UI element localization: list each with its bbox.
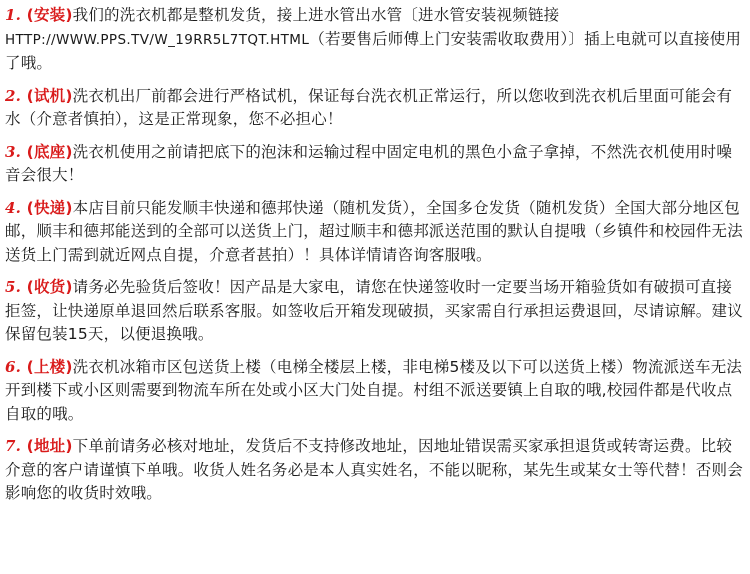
notice-tag-label: (底座) [26,142,73,161]
notice-tag-label: (地址) [26,437,73,455]
notice-item-install [5,4,747,76]
notice-item-upstairs [5,356,747,427]
notice-tag [5,143,73,161]
notice-text: 本店目前只能发顺丰快递和德邦快递（随机发货），全国多仓发货（随机发货）全国大部分地区包邮，顺丰和德邦能送到的全部可以送货上门，超过顺丰和德邦派送范围的默认自提哦（乡镇件和校园件无法送货上门需到就近网点自提，介意者甚拍）！具体详情请咨询客服哦。 [5,198,743,264]
video-link-url: HTTP://WWW.PPS.TV/W_19RR5L7TQT.HTML [5,31,310,48]
notice-text: 洗衣机使用之前请把底下的泡沫和运输过程中固定电机的黑色小盒子拿掉，不然洗衣机使用时噪音会很大！ [5,142,733,184]
notice-number: 7. [5,437,22,455]
notice-item-receipt [5,276,747,347]
notice-tag-label: (快递) [26,198,73,217]
notice-text: 洗衣机冰箱市区包送货上楼（电梯全楼层上楼，非电梯5楼及以下可以送货上楼）物流派送车无法开到楼下或小区则需要到物流车所在处或小区大门处自提。村组不派送要镇上自取的哦,校园件都是代收点自取的哦。 [5,357,743,423]
notice-tag-label: (安装) [26,6,73,24]
notice-text: 洗衣机出厂前都会进行严格试机，保证每台洗衣机正常运行，所以您收到洗衣机后里面可能会有水（介意者慎拍），这是正常现象，您不必担心！ [5,86,733,128]
notice-item-test [5,85,747,132]
notice-item-base [5,141,747,188]
notice-tag [5,437,73,455]
notice-tag [5,199,73,217]
notice-item-delivery [5,197,747,268]
notice-item-address [5,435,747,506]
notice-tag-label: (收货) [26,278,73,296]
notice-text: 我们的洗衣机都是整机发货，接上进水管出水管〔进水管安装视频链接 [72,6,560,24]
notice-text: 请务必先验货后签收！因产品是大家电，请您在快递签收时一定要当场开箱验货如有破损可直接拒签，让快递原单退回然后联系客服。如签收后开箱发现破损，买家需自行承担运费退回，尽请谅解。建议保留包装15天，以便退换哦。 [5,278,743,343]
notice-tag [5,87,73,105]
notice-number: 3. [5,142,22,161]
shipping-notice [5,4,747,515]
notice-number: 6. [5,357,22,376]
notice-text: 下单前请务必核对地址，发货后不支持修改地址，因地址错误需买家承担退货或转寄运费。比较介意的客户请谨慎下单哦。收货人姓名务必是本人真实姓名，不能以昵称，某先生或某女士等代替！否则会影响您的收货时效哦。 [5,437,743,502]
notice-number: 2. [5,86,22,105]
notice-number: 5. [5,278,22,296]
notice-tag-label: (上楼) [26,357,73,376]
notice-tag-label: (试机) [26,86,73,105]
notice-number: 4. [5,198,22,217]
notice-tag [5,358,73,376]
notice-text: （若要售后师傅上门安装需收取费用）〕插上电就可以直接使用了哦。 [5,29,742,72]
notice-number: 1. [5,6,22,24]
notice-tag [5,6,73,24]
notice-tag [5,278,73,296]
